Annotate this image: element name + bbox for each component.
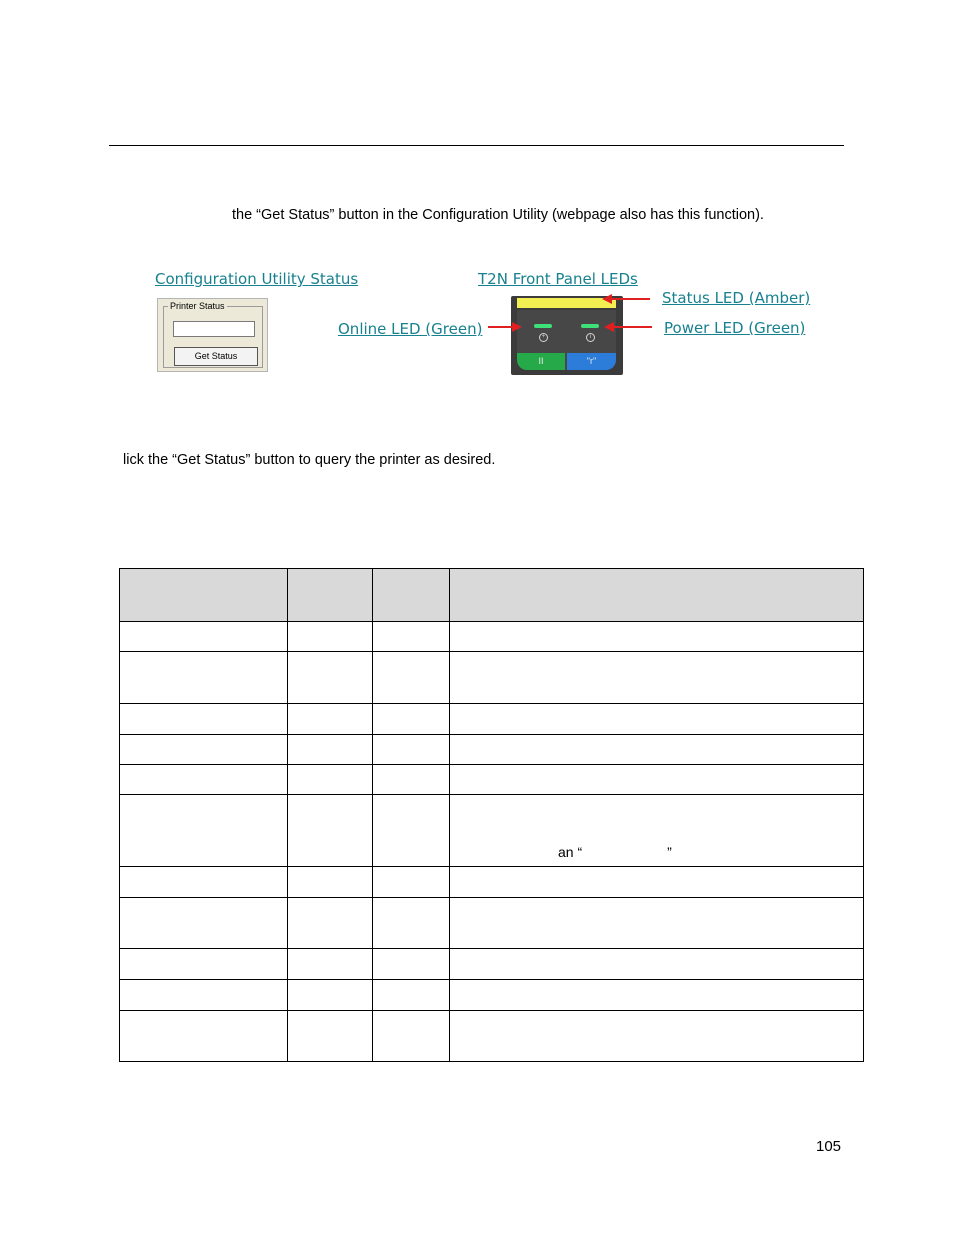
table-row [120, 795, 864, 867]
table-row [120, 980, 864, 1011]
table-row [120, 949, 864, 980]
row-note-text [558, 844, 672, 860]
table-cell [450, 795, 864, 867]
table-header-row [120, 569, 864, 622]
online-led-arrow-icon [486, 320, 526, 336]
status-table [119, 568, 864, 1062]
table-row [120, 652, 864, 704]
get-status-button[interactable]: Get Status [174, 347, 258, 366]
row-note-fragment-open: an “ [558, 844, 583, 860]
header-rule [109, 145, 844, 146]
table-row [120, 704, 864, 735]
printer-status-field[interactable] [173, 321, 255, 337]
config-utility-window [157, 298, 268, 372]
front-panel-caption: T2N Front Panel LEDs [478, 270, 638, 288]
front-panel-face [517, 310, 616, 370]
page-number: 105 [816, 1138, 842, 1155]
table-row [120, 867, 864, 898]
table-header-cell [120, 569, 288, 622]
body-paragraph-2: lick the “Get Status” button to query the printer as desired. [123, 452, 496, 468]
power-icon: i [586, 333, 595, 342]
config-utility-caption: Configuration Utility Status [155, 270, 359, 288]
table-header-cell [288, 569, 373, 622]
table-row [120, 735, 864, 765]
power-led-label: Power LED (Green) [664, 319, 806, 337]
power-led-arrow-icon [602, 320, 654, 336]
power-led [581, 324, 599, 328]
online-led [534, 324, 552, 328]
status-led-label: Status LED (Amber) [662, 289, 811, 307]
table-row [120, 765, 864, 795]
printer-status-group-label: Printer Status [170, 301, 225, 311]
table-row [120, 898, 864, 949]
online-icon: + [539, 333, 548, 342]
pause-button: II [517, 353, 565, 370]
table-row [120, 1011, 864, 1062]
body-paragraph-1: the “Get Status” button in the Configuration Utility (webpage also has this function). [232, 207, 764, 223]
online-led-label: Online LED (Green) [338, 320, 483, 338]
row-note-fragment-close: ” [667, 844, 672, 860]
printer-status-group [163, 301, 263, 368]
table-header-cell [373, 569, 450, 622]
feed-button: "r" [567, 353, 616, 370]
table-header-cell [450, 569, 864, 622]
status-led-arrow-icon [600, 292, 652, 308]
table-row [120, 622, 864, 652]
